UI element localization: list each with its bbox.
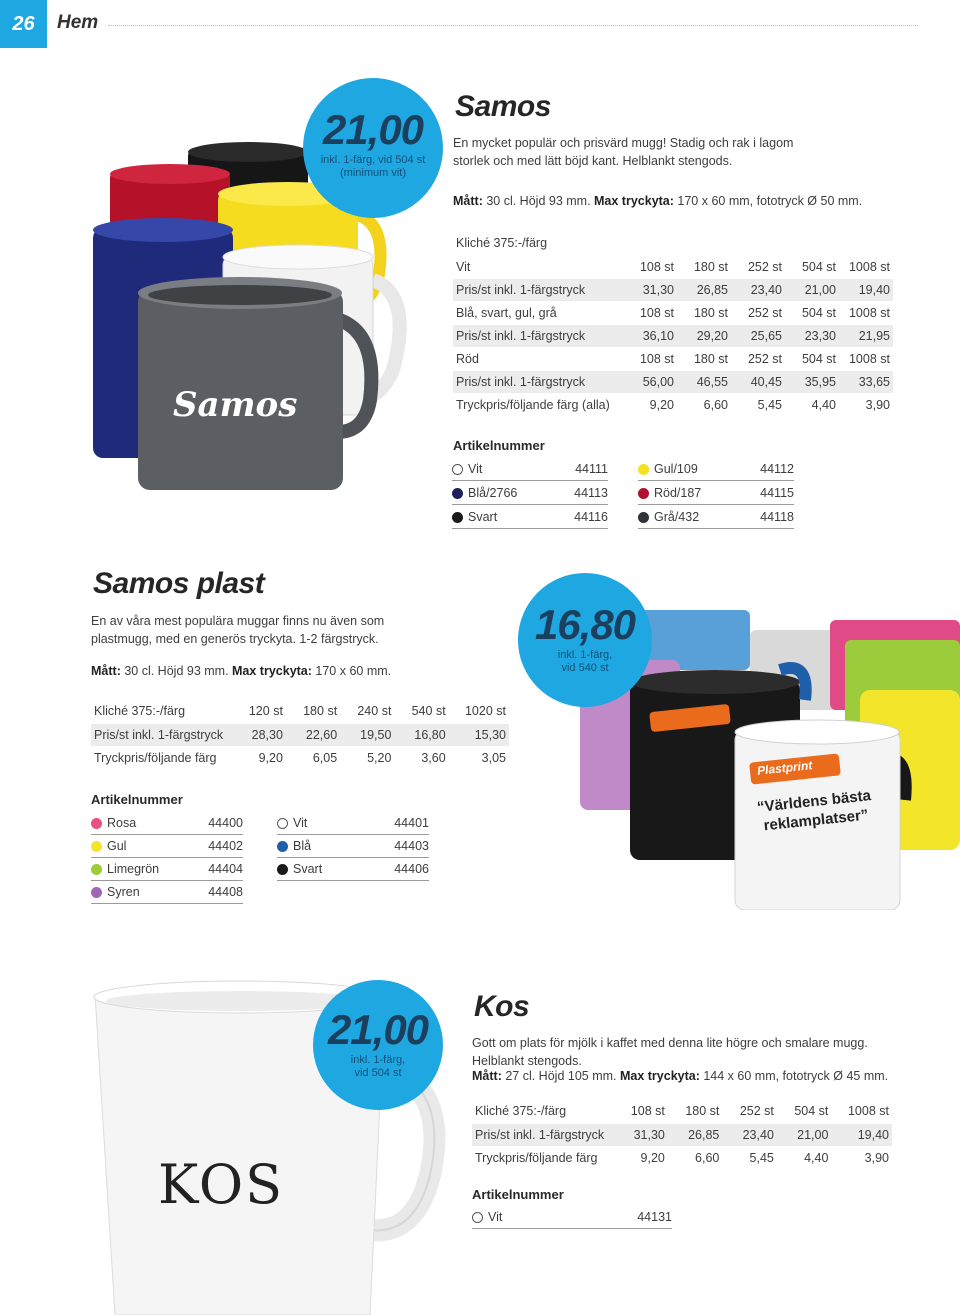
article-number: 44112 <box>760 462 794 476</box>
article-color-name: Svart <box>468 510 498 524</box>
color-swatch-icon <box>638 512 649 523</box>
article-number: 44401 <box>394 816 429 830</box>
article-number: 44118 <box>760 510 794 524</box>
price-cell: 180 st <box>677 255 731 278</box>
color-swatch-icon <box>452 512 463 523</box>
price-cell: 28,30 <box>242 723 286 746</box>
samos-price-note-1: inkl. 1-färg, vid 504 st <box>320 154 426 166</box>
price-cell: 120 st <box>242 700 286 723</box>
price-cell: 180 st <box>677 347 731 370</box>
price-cell: 108 st <box>623 347 677 370</box>
price-row-label: Tryckpris/följande färg <box>91 746 242 769</box>
price-cell: 252 st <box>731 255 785 278</box>
price-row <box>453 393 893 416</box>
color-swatch-icon <box>91 818 102 829</box>
article-number: 44113 <box>574 486 608 500</box>
price-cell: 46,55 <box>677 370 731 393</box>
price-cell: 23,40 <box>731 278 785 301</box>
price-cell: 1008 st <box>839 301 893 324</box>
kos-article-title: Artikelnummer <box>472 1187 564 1202</box>
price-cell: 19,40 <box>831 1123 892 1146</box>
price-cell: 9,20 <box>623 393 677 416</box>
article-number: 44131 <box>637 1210 672 1224</box>
samos-price: 21,00 <box>322 106 424 153</box>
price-cell: 22,60 <box>286 723 340 746</box>
samos-plast-description: En av våra mest populära muggar finns nu även som plastmugg, med en generös tryckyta. 1-2 färgstryck. <box>91 614 385 646</box>
article-color-name: Gul/109 <box>654 462 698 476</box>
article-number: 44402 <box>208 839 243 853</box>
article-color-name: Vit <box>468 462 483 476</box>
kos-spec-label-1: Mått: <box>472 1069 502 1083</box>
price-cell: 21,95 <box>839 324 893 347</box>
article-item <box>638 506 794 529</box>
price-cell: 504 st <box>785 255 839 278</box>
price-cell: 36,10 <box>623 324 677 347</box>
samos-plast-price-note-2: vid 540 st <box>561 662 609 674</box>
samos-spec-label-1: Mått: <box>453 194 483 208</box>
samos-spec-value-2: 170 x 60 mm, fototryck Ø 50 mm. <box>673 194 863 208</box>
color-swatch-icon <box>91 841 102 852</box>
color-swatch-icon <box>638 464 649 475</box>
kos-title: Kos <box>474 990 530 1023</box>
samos-plast-spec-value-2: 170 x 60 mm. <box>311 664 392 678</box>
kos-price: 21,00 <box>327 1006 429 1053</box>
samos-title: Samos <box>455 90 551 123</box>
samos-plast-spec-value-1: 30 cl. Höjd 93 mm. <box>120 664 233 678</box>
price-cell: 19,40 <box>839 278 893 301</box>
price-row-label: Kliché 375:-/färg <box>472 1100 623 1123</box>
price-cell <box>839 232 893 255</box>
price-row-label: Vit <box>453 255 623 278</box>
samos-mug-print: Samos <box>173 385 298 425</box>
price-cell: 35,95 <box>785 370 839 393</box>
price-cell: 23,40 <box>722 1123 777 1146</box>
color-swatch-icon <box>452 464 463 475</box>
price-cell: 4,40 <box>785 393 839 416</box>
price-cell: 31,30 <box>623 1123 667 1146</box>
price-cell: 3,90 <box>839 393 893 416</box>
price-cell <box>623 232 677 255</box>
price-row <box>91 700 509 723</box>
price-cell: 6,60 <box>677 393 731 416</box>
price-row-label: Pris/st inkl. 1-färgstryck <box>453 324 623 347</box>
price-cell: 180 st <box>668 1100 723 1123</box>
samos-plast-price-note-1: inkl. 1-färg, <box>557 649 613 661</box>
kos-spec-label-2: Max tryckyta: <box>619 1069 700 1083</box>
article-item <box>452 506 608 529</box>
price-cell: 3,05 <box>449 746 509 769</box>
price-cell: 180 st <box>286 700 340 723</box>
header-divider <box>108 25 918 26</box>
article-color-name: Röd/187 <box>654 486 702 500</box>
article-number: 44406 <box>394 862 429 876</box>
samos-plast-spec-label-1: Mått: <box>91 664 121 678</box>
price-row <box>91 723 509 746</box>
price-cell: 31,30 <box>623 278 677 301</box>
price-cell: 180 st <box>677 301 731 324</box>
article-color-name: Syren <box>107 885 140 899</box>
price-cell: 504 st <box>777 1100 832 1123</box>
price-row <box>453 324 893 347</box>
price-row <box>472 1146 892 1169</box>
article-item <box>277 858 429 881</box>
price-row-label: Röd <box>453 347 623 370</box>
article-color-name: Grå/432 <box>654 510 700 524</box>
price-cell: 21,00 <box>785 278 839 301</box>
article-item <box>638 458 794 481</box>
samos-plast-spec-label-2: Max tryckyta: <box>232 664 312 678</box>
color-swatch-icon <box>638 488 649 499</box>
kos-mug-print: KOS <box>158 1153 285 1216</box>
color-swatch-icon <box>91 864 102 875</box>
price-row-label: Tryckpris/följande färg (alla) <box>453 393 623 416</box>
price-cell <box>785 232 839 255</box>
price-cell: 4,40 <box>777 1146 832 1169</box>
price-cell: 26,85 <box>668 1123 723 1146</box>
price-cell: 3,60 <box>394 746 448 769</box>
price-cell: 504 st <box>785 347 839 370</box>
price-cell: 29,20 <box>677 324 731 347</box>
article-color-name: Rosa <box>107 816 137 830</box>
article-color-name: Vit <box>293 816 308 830</box>
samos-plast-price-badge <box>518 573 652 707</box>
kos-price-note-2: vid 504 st <box>354 1067 402 1079</box>
article-item <box>91 812 243 835</box>
samos-plast-specs <box>91 662 451 680</box>
price-cell: 56,00 <box>623 370 677 393</box>
price-cell: 6,05 <box>286 746 340 769</box>
article-number: 44111 <box>575 462 608 476</box>
price-row <box>91 746 509 769</box>
article-color-name: Blå <box>293 839 312 853</box>
price-cell: 5,45 <box>722 1146 777 1169</box>
samos-plast-mug-brand: Plastprint <box>756 758 813 778</box>
color-swatch-icon <box>91 887 102 898</box>
article-number: 44116 <box>574 510 608 524</box>
article-item <box>91 858 243 881</box>
section-title: Hem <box>57 12 99 33</box>
article-item <box>277 835 429 858</box>
price-row <box>453 278 893 301</box>
price-cell: 108 st <box>623 301 677 324</box>
samos-spec-value-1: 30 cl. Höjd 93 mm. <box>482 194 595 208</box>
article-color-name: Blå/2766 <box>468 486 518 500</box>
price-cell: 1008 st <box>839 347 893 370</box>
price-cell: 40,45 <box>731 370 785 393</box>
price-cell: 252 st <box>731 301 785 324</box>
price-cell: 240 st <box>340 700 394 723</box>
samos-price-note-2: (minimum vit) <box>340 167 406 179</box>
price-row <box>453 370 893 393</box>
color-swatch-icon <box>452 488 463 499</box>
samos-specs <box>453 192 913 210</box>
kos-specs <box>472 1067 932 1085</box>
article-number: 44115 <box>760 486 794 500</box>
article-item <box>472 1206 672 1229</box>
price-cell: 1020 st <box>449 700 509 723</box>
kos-price-badge <box>313 980 443 1110</box>
kos-price-note-1: inkl. 1-färg, <box>350 1054 406 1066</box>
price-cell: 1008 st <box>839 255 893 278</box>
price-row <box>472 1123 892 1146</box>
color-swatch-icon <box>472 1212 483 1223</box>
price-cell: 25,65 <box>731 324 785 347</box>
color-swatch-icon <box>277 841 288 852</box>
samos-plast-mug-slogan: “Världens bästa reklamplatser” <box>756 787 872 835</box>
price-cell: 1008 st <box>831 1100 892 1123</box>
kos-spec-value-2: 144 x 60 mm, fototryck Ø 45 mm. <box>699 1069 889 1083</box>
article-item <box>638 482 794 505</box>
kos-spec-value-1: 27 cl. Höjd 105 mm. <box>501 1069 620 1083</box>
price-cell: 3,90 <box>831 1146 892 1169</box>
samos-article-title: Artikelnummer <box>453 438 545 453</box>
price-cell <box>731 232 785 255</box>
price-cell: 252 st <box>731 347 785 370</box>
article-number: 44403 <box>394 839 429 853</box>
kos-price-table <box>472 1100 892 1170</box>
price-cell: 540 st <box>394 700 448 723</box>
price-cell: 9,20 <box>242 746 286 769</box>
samos-spec-label-2: Max tryckyta: <box>594 194 674 208</box>
samos-price-badge <box>303 78 443 218</box>
article-color-name: Limegrön <box>107 862 160 876</box>
price-cell: 23,30 <box>785 324 839 347</box>
price-cell: 16,80 <box>394 723 448 746</box>
price-row-label: Kliché 375:-/färg <box>453 232 623 255</box>
price-cell: 19,50 <box>340 723 394 746</box>
price-row-label: Pris/st inkl. 1-färgstryck <box>472 1123 623 1146</box>
price-cell: 252 st <box>722 1100 777 1123</box>
price-cell: 5,45 <box>731 393 785 416</box>
article-item <box>91 835 243 858</box>
samos-description: En mycket populär och prisvärd mugg! Stadig och rak i lagom storlek och med lätt böjd kant. Helblankt stengods. <box>453 136 794 168</box>
article-item <box>452 458 608 481</box>
price-cell: 504 st <box>785 301 839 324</box>
price-cell: 15,30 <box>449 723 509 746</box>
article-item <box>91 881 243 904</box>
kos-description: Gott om plats för mjölk i kaffet med denna lite högre och smalare mugg. Helblankt stengods. <box>472 1036 868 1068</box>
price-cell: 108 st <box>623 255 677 278</box>
price-cell: 21,00 <box>777 1123 832 1146</box>
samos-plast-price-table <box>91 700 509 770</box>
samos-plast-price: 16,80 <box>534 601 636 648</box>
price-row-label: Pris/st inkl. 1-färgstryck <box>453 370 623 393</box>
price-row-label: Tryckpris/följande färg <box>472 1146 623 1169</box>
price-cell: 6,60 <box>668 1146 723 1169</box>
article-number: 44400 <box>208 816 243 830</box>
color-swatch-icon <box>277 864 288 875</box>
price-row <box>453 347 893 370</box>
article-item <box>277 812 429 835</box>
article-color-name: Vit <box>488 1210 503 1224</box>
price-row <box>453 255 893 278</box>
price-row <box>472 1100 892 1123</box>
price-cell: 5,20 <box>340 746 394 769</box>
article-color-name: Gul <box>107 839 127 853</box>
samos-price-table <box>453 232 893 417</box>
color-swatch-icon <box>277 818 288 829</box>
samos-plast-article-title: Artikelnummer <box>91 792 183 807</box>
price-row-label: Blå, svart, gul, grå <box>453 301 623 324</box>
price-cell: 26,85 <box>677 278 731 301</box>
price-row-label: Pris/st inkl. 1-färgstryck <box>453 278 623 301</box>
article-number: 44408 <box>208 885 243 899</box>
price-row <box>453 232 893 255</box>
article-color-name: Svart <box>293 862 323 876</box>
price-cell: 33,65 <box>839 370 893 393</box>
price-cell: 9,20 <box>623 1146 667 1169</box>
article-item <box>452 482 608 505</box>
samos-plast-title: Samos plast <box>93 567 265 600</box>
price-cell <box>677 232 731 255</box>
price-cell: 108 st <box>623 1100 667 1123</box>
price-row-label: Pris/st inkl. 1-färgstryck <box>91 723 242 746</box>
article-number: 44404 <box>208 862 243 876</box>
price-row <box>453 301 893 324</box>
page-number: 26 <box>0 0 47 48</box>
price-row-label: Kliché 375:-/färg <box>91 700 242 723</box>
